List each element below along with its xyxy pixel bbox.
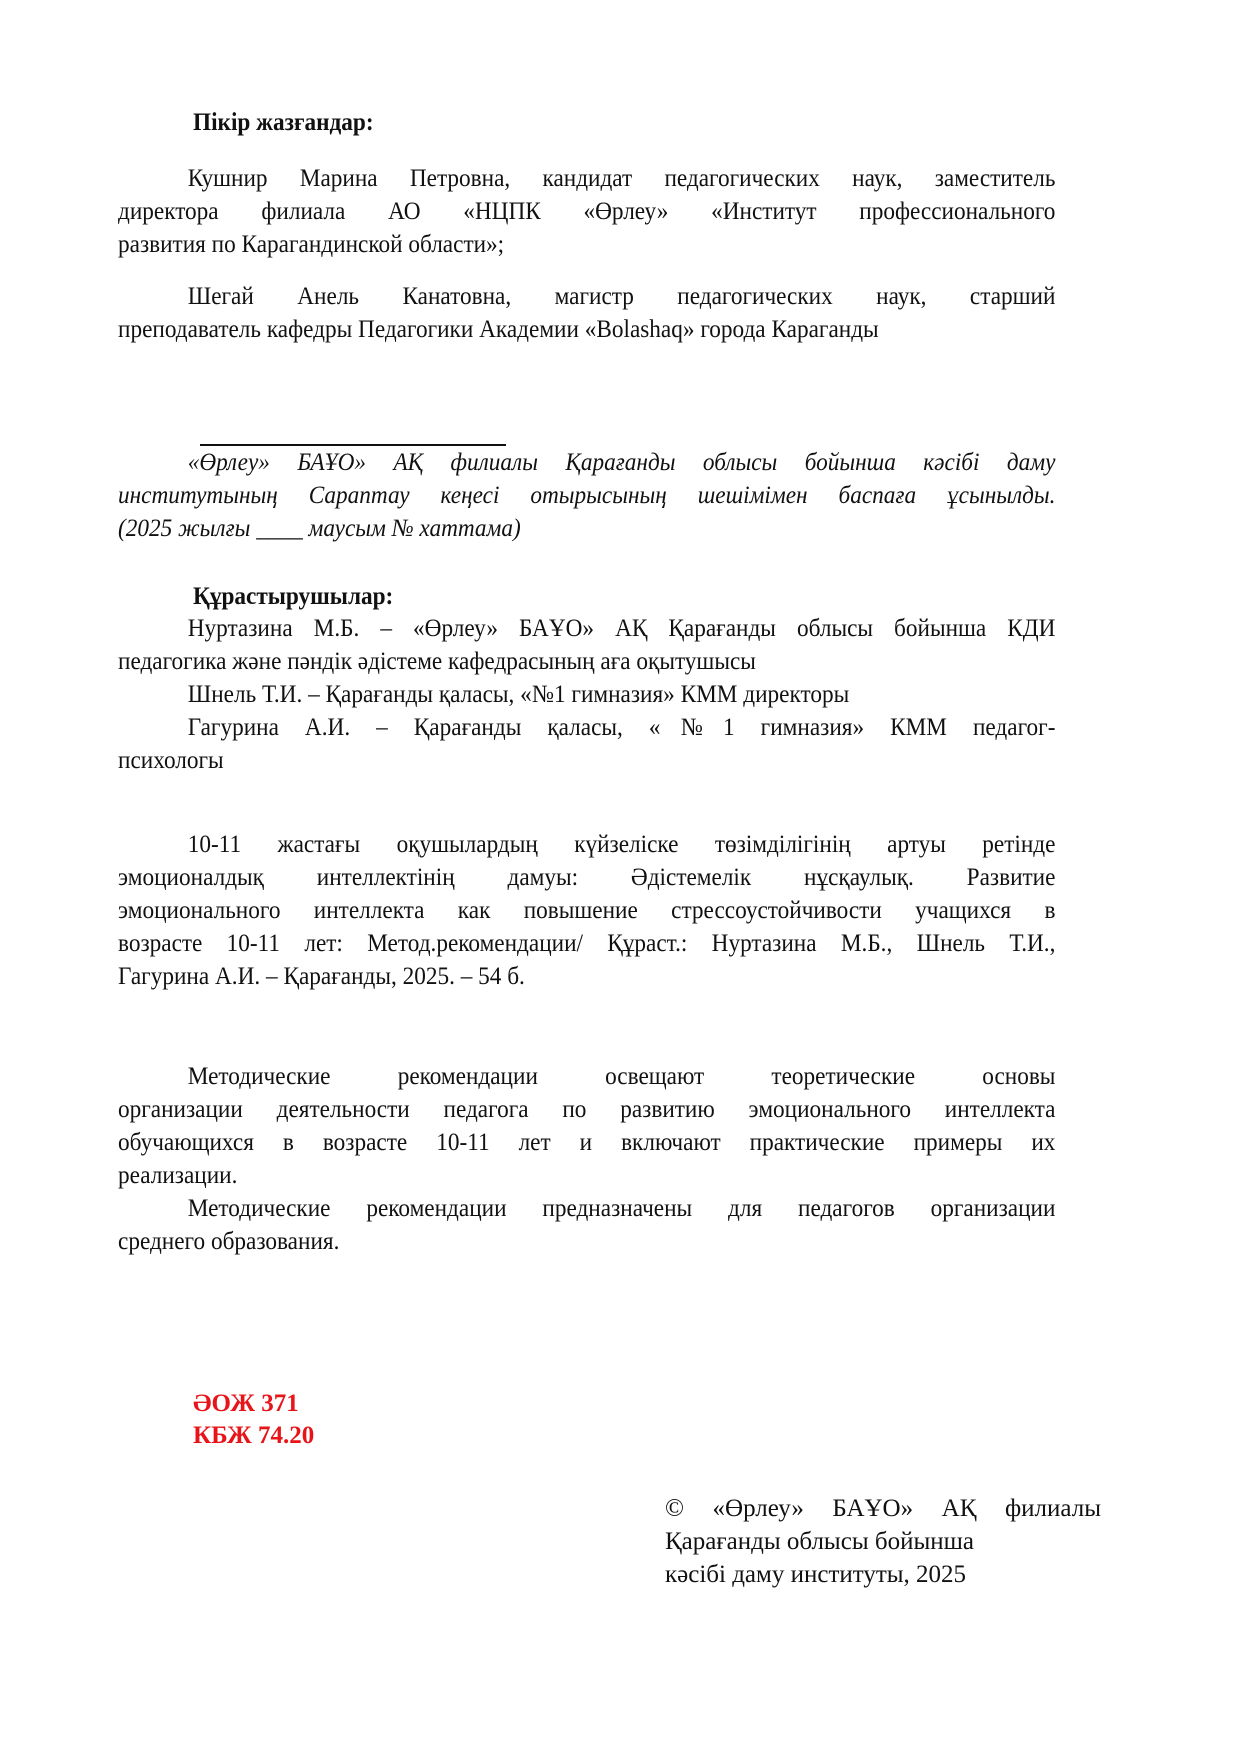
copyright-line-1: © «Өрлеу» БАҰО» АҚ филиалы [665,1495,1101,1522]
reviewer-1-line-2: директора филиала АО «НЦПК «Өрлеу» «Институт профессионального [118,198,1056,225]
compilers-list [118,612,1055,777]
approval-line-1: «Өрлеу» БАҰО» АҚ филиалы Қарағанды облысы бойынша кәсібі даму [187,449,1056,476]
abstract-p2-line-2: среднего образования. [118,1228,340,1255]
abstract-p2-line-1: Методические рекомендации предназначены для педагогов организации [187,1195,1056,1222]
reviewer-entry [118,162,1055,261]
udc-code: ӘОЖ 371 [193,1390,299,1417]
abstract-p1-line-4: реализации. [118,1162,238,1189]
compiler-1-line-2: педагогика және пәндік әдістеме кафедрасының аға оқытушысы [118,648,756,675]
compilers-heading: Құрастырушылар: [193,583,394,610]
reviewer-1-line-1: Кушнир Марина Петровна, кандидат педагогических наук, заместитель [187,165,1056,192]
reviewer-2-line-1: Шегай Анель Канатовна, магистр педагогических наук, старший [187,283,1056,310]
reviewer-1-line-3: развития по Карагандинской области»; [118,231,505,258]
abstract-p1-line-1: Методические рекомендации освещают теоретические основы [187,1063,1056,1090]
bibliography-line-4: возрасте 10-11 лет: Метод.рекомендации/ Құраст.: Нуртазина М.Б., Шнель Т.И., [118,930,1056,957]
reviewer-2-line-2: преподаватель кафедры Педагогики Академии «Bolashaq» города Караганды [118,316,879,343]
compiler-2-line-1: Шнель Т.И. – Қарағанды қаласы, «№1 гимназия» КММ директоры [187,681,850,708]
bibliography-line-3: эмоционального интеллекта как повышение стрессоустойчивости учащихся в [118,897,1056,924]
approval-line-3: (2025 жылғы ____ маусым № хаттама) [118,515,521,542]
compiler-3-line-2: психологы [118,747,224,774]
bibliography-line-2: эмоционалдық интеллектінің дамуы: Әдістемелік нұсқаулық. Развитие [118,864,1056,891]
bibliography-line-1: 10-11 жастағы оқушылардың күйзеліске төзімділігінің артуы ретінде [187,831,1056,858]
copyright-notice [665,1492,1101,1591]
bibliographic-description [118,828,1055,993]
approval-note [118,446,1055,545]
copyright-line-2: Қарағанды облысы бойынша [665,1528,974,1555]
lbc-code: КБЖ 74.20 [193,1422,315,1449]
approval-line-2: институтының Сараптау кеңесі отырысының шешімімен баспаға ұсынылды. [118,482,1056,509]
reviewers-heading: Пікір жазғандар: [193,109,374,136]
compiler-1-line-1: Нуртазина М.Б. – «Өрлеу» БАҰО» АҚ Қарағанды облысы бойынша КДИ [187,615,1056,642]
bibliography-line-5: Гагурина А.И. – Қарағанды, 2025. – 54 б. [118,963,525,990]
compiler-3-line-1: Гагурина А.И. – Қарағанды қаласы, «№1 гимназия» КММ педагог- [187,714,1056,741]
reviewer-entry [118,280,1055,346]
abstract [118,1060,1055,1258]
copyright-line-3: кәсібі даму институты, 2025 [665,1561,967,1588]
abstract-p1-line-3: обучающихся в возрасте 10-11 лет и включают практические примеры их [118,1129,1056,1156]
abstract-p1-line-2: организации деятельности педагога по развитию эмоционального интеллекта [118,1096,1056,1123]
